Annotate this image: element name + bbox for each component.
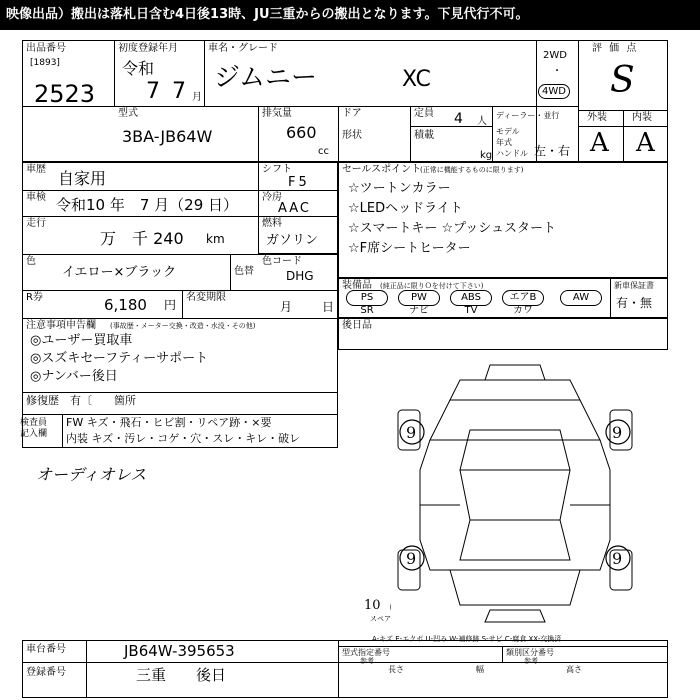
name-label: 車名・グレード [208,43,278,54]
name-change-label: 名変期限 [186,292,226,303]
sales-point-1: ☆ツートンカラー [348,181,451,196]
capacity: 4 [454,111,463,127]
disp-label: 排気量 [262,108,292,119]
door-label: ドア [342,108,362,119]
top-section [22,40,668,162]
mileage: 万 千 240 [100,229,184,248]
mileage-unit: km [206,232,225,246]
insp-line-1: FW キズ・飛石・ヒビ割・リペア跡・×要 [66,416,272,429]
equip-tv: TV [464,305,478,316]
sales-box [338,162,668,278]
sales-sub: (正常に機能するものに限ります) [420,166,524,174]
later-label: 後日品 [342,320,372,331]
car-name: ジムニー [214,63,317,93]
mileage-label: 走行 [26,218,46,229]
damage-legend: A-キズ E-エクボ U-凹み W-補修跡 S-サビ C-腐食 XX-交換済 [372,635,562,643]
recycle-label: R券 [26,292,43,303]
notes-sub: (事故歴・メーター交換・改造・水没・その他) [110,322,256,330]
repair-label: 修復歴 [26,394,59,407]
width-label: 幅 [476,665,484,674]
inspection-label: 車検 [26,192,46,203]
drive-4wd: 4WD [538,84,570,99]
auction-banner: 映像出品）搬出は落札日含む4日後13時、JU三重からの搬出となります。下見代行不可。 [0,0,700,30]
equip-ps: PS [346,290,388,306]
notes-label: 注意事項申告欄 [26,320,96,331]
color-code: DHG [286,269,314,283]
height-label: 高さ [566,665,582,674]
handwritten-note: オーディオレス [36,465,147,484]
sales-label: セールスポイント [342,164,422,175]
chassis-label: 車台番号 [26,644,66,655]
recycle-fee: 6,180 [104,296,147,314]
shift: F5 [288,175,310,190]
handle-label: ハンドル [496,149,528,158]
equip-navi: ナビ [409,305,429,316]
ext-label: 外装 [587,112,607,123]
capacity-unit: 人 [477,116,487,127]
category-label: 車歴 [26,164,46,175]
inspector-label: 検査員 記入欄 [20,418,48,439]
model-spec-label: 型式指定番号 [342,648,390,657]
warranty: 有・無 [616,296,653,310]
insp-line-2: 内装 キズ・汚レ・コゲ・穴・スレ・キレ・破レ [66,432,301,445]
sales-point-3: ☆スマートキー ☆プッシュスタート [348,221,557,236]
first-reg-label: 初度登録年月 [118,43,178,54]
tire-mark-fl: 9 [406,423,417,442]
sales-point-4: ☆F席シートヒーター [348,241,471,256]
equip-airbag: エアB [502,290,544,306]
equip-aw: AW [560,290,602,306]
model-label: 型式 [118,108,138,119]
model-code: 3BA-JB64W [122,127,213,146]
lot-label: 出品番号 [26,43,66,54]
inspection-date: 令和10 年 7 月（29 日） [56,196,239,214]
color-code-label: 色コード [262,256,302,267]
reg-month: 7 [172,79,186,104]
lot-sub: [1893] [30,58,60,68]
equip-sr: SR [360,305,374,316]
model-spec-sub: 参考 [360,657,374,665]
fuel: ガソリン [266,233,319,248]
length-label: 長さ [388,665,404,674]
car-damage-diagram [390,360,640,630]
reg-number: 三重 後日 [136,666,227,684]
reg-year: 7 [146,79,160,104]
note-3: ◎ナンバー後日 [30,369,118,384]
reg-label: 登録番号 [26,667,66,678]
int-label: 内装 [632,112,652,123]
lot-number: 2523 [34,80,96,108]
equip-pw: PW [398,290,440,306]
spare-label: スペア [370,615,391,623]
era: 令和 [122,59,155,78]
recycle-unit: 円 [164,298,177,312]
drive-2wd: 2WD [543,50,567,61]
equip-label: 装備品 [342,280,372,291]
ac: AAC [278,201,311,216]
capacity-label: 定員 [414,108,434,119]
model-year-label: モデル 年式 [496,127,520,147]
score-label: 評 価 点 [592,43,639,54]
class-sub: 参考 [524,657,538,665]
disp-unit: cc [318,146,329,157]
tire-mark-rr: 9 [612,549,623,568]
int-grade: A [636,128,655,158]
equip-abs: ABS [450,290,492,306]
load-label: 積載 [414,130,434,141]
grade: XC [402,67,431,92]
note-1: ◎ユーザー買取車 [30,333,133,348]
later-items-box [338,318,668,350]
sales-point-2: ☆LEDヘッドライト [348,201,463,216]
tire-mark-rl: 9 [406,549,417,568]
spare-mark: 10 [364,598,381,613]
fuel-label: 燃料 [262,218,282,229]
load-unit: kg [480,150,493,161]
warranty-label: 新車保証書 [614,281,654,290]
repair: 有〔 箇所 [70,394,136,407]
score-value: S [610,60,635,101]
shape-label: 形状 [342,130,362,141]
chassis-number: JB64W-395653 [124,642,235,660]
color-label: 色 [26,256,36,267]
shift-label: シフト [262,164,292,175]
displacement: 660 [286,123,317,142]
handle: 左・右 [534,144,571,158]
drive-dot: ・ [552,66,562,77]
ac-label: 冷房 [262,192,282,203]
tire-mark-fr: 9 [612,423,623,442]
category: 自家用 [58,169,107,188]
note-2: ◎スズキセーフティーサポート [30,351,209,366]
color-swap-label: 色替 [234,266,254,277]
equip-leather: カワ [513,305,533,316]
month-unit: 月 [192,92,202,103]
name-change-month: 月 [280,300,293,314]
dealer-label: ディーラー・並行 [496,111,560,120]
color: イエロー×ブラック [62,265,177,280]
ext-grade: A [590,128,609,158]
name-change-day: 日 [322,300,335,314]
class-label: 類別区分番号 [506,648,554,657]
equip-sub: (純正品に限りＯを付けて下さい) [380,282,484,290]
